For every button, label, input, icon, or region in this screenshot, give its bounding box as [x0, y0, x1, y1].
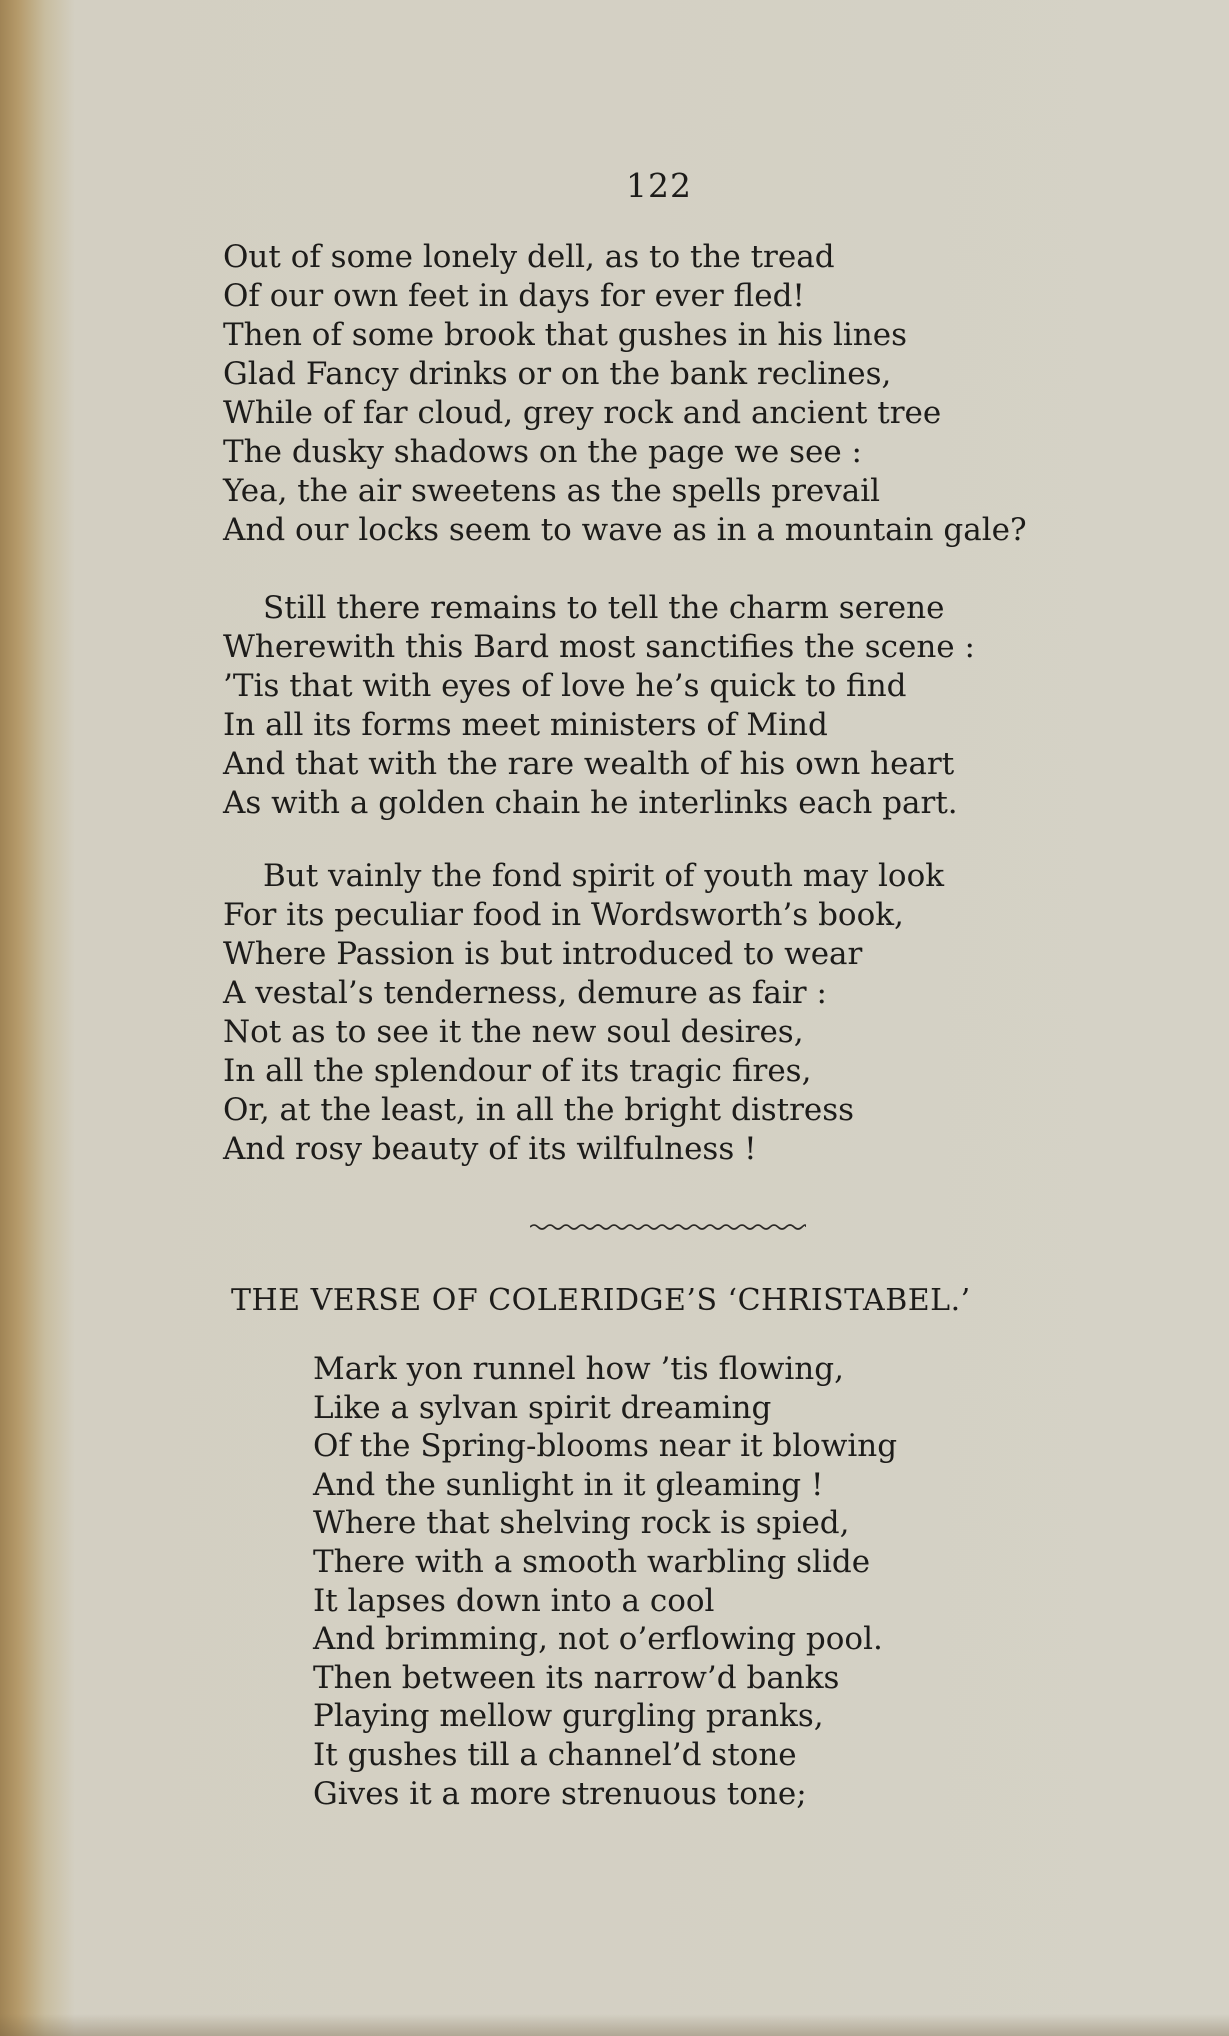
verse-line: While of far cloud, grey rock and ancient tree	[223, 395, 942, 431]
verse-line: For its peculiar food in Wordsworth’s book,	[223, 897, 904, 933]
section-title: THE VERSE OF COLERIDGE’S ‘CHRISTABEL.’	[231, 1283, 971, 1318]
verse-line: ’Tis that with eyes of love he’s quick to find	[223, 668, 907, 704]
verse-line: Out of some lonely dell, as to the tread	[223, 239, 835, 275]
verse-line: Glad Fancy drinks or on the bank reclines,	[223, 356, 892, 392]
verse-line: And rosy beauty of its wilfulness !	[223, 1131, 757, 1167]
verse-line: And brimming, not o’erflowing pool.	[313, 1621, 883, 1658]
stanza-3	[223, 857, 944, 1169]
verse-line: In all its forms meet ministers of Mind	[223, 707, 828, 743]
verse-line: Of our own feet in days for ever fled!	[223, 278, 805, 314]
verse-line: Then of some brook that gushes in his lines	[223, 317, 908, 353]
verse-line: Playing mellow gurgling pranks,	[313, 1698, 824, 1735]
verse-line: Mark yon runnel how ’tis flowing,	[313, 1351, 844, 1387]
verse-line: It gushes till a channel’d stone	[313, 1736, 797, 1773]
verse-line: Of the Spring-blooms near it blowing	[313, 1428, 898, 1465]
stanza-1	[223, 238, 1027, 550]
verse-line: In all the splendour of its tragic fires,	[223, 1053, 812, 1089]
verse-line: There with a smooth warbling slide	[313, 1543, 871, 1580]
verse-line: Yea, the air sweetens as the spells prevail	[223, 473, 881, 509]
verse-line: Like a sylvan spirit dreaming	[313, 1389, 772, 1426]
poem-christabel	[313, 1350, 897, 1813]
verse-line: Where Passion is but introduced to wear	[223, 936, 863, 972]
verse-line: Then between its narrow’d banks	[313, 1659, 840, 1696]
verse-line: Or, at the least, in all the bright distress	[223, 1092, 855, 1128]
section-divider	[530, 1222, 806, 1232]
verse-line: Where that shelving rock is spied,	[313, 1505, 850, 1542]
page-number: 122	[626, 166, 692, 205]
verse-line: And our locks seem to wave as in a mountain gale?	[223, 512, 1027, 548]
verse-line: And the sunlight in it gleaming !	[313, 1466, 824, 1503]
stanza-2	[223, 589, 975, 823]
verse-line: But vainly the fond spirit of youth may look	[263, 858, 945, 894]
verse-line: Gives it a more strenuous tone;	[313, 1775, 807, 1812]
verse-line: Still there remains to tell the charm serene	[263, 590, 945, 626]
verse-line: A vestal’s tenderness, demure as fair :	[223, 975, 827, 1011]
verse-line: Not as to see it the new soul desires,	[223, 1014, 804, 1050]
verse-line: It lapses down into a cool	[313, 1582, 715, 1619]
verse-line: And that with the rare wealth of his own heart	[223, 746, 955, 782]
verse-line: Wherewith this Bard most sanctifies the scene :	[223, 629, 975, 665]
verse-line: As with a golden chain he interlinks each part.	[223, 785, 958, 821]
verse-line: The dusky shadows on the page we see :	[223, 434, 862, 470]
